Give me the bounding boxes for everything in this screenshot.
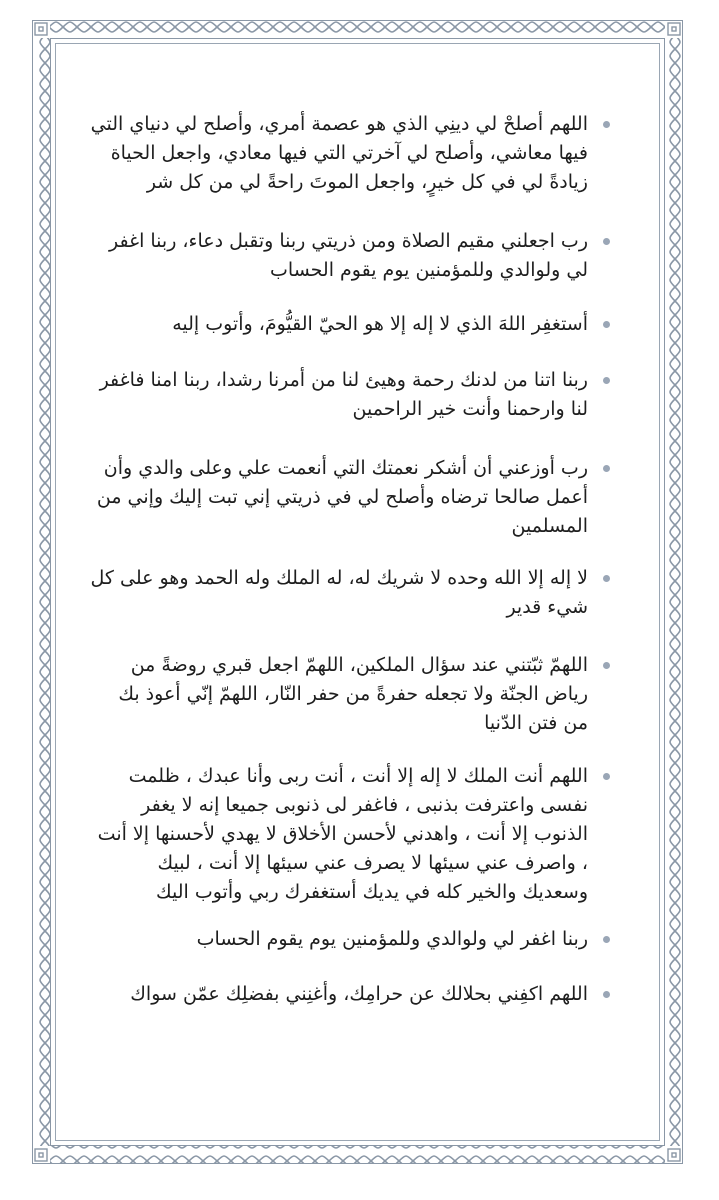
bullet-icon	[603, 773, 610, 780]
supplication-item	[90, 651, 610, 738]
bullet-icon	[603, 238, 610, 245]
supplication-item	[90, 564, 610, 622]
supplication-text: رب اجعلني مقيم الصلاة ومن ذريتي ربنا وتقبل دعاء، ربنا اغفر لي ولوالدي وللمؤمنين يوم يقوم الحساب	[109, 230, 588, 281]
supplication-item	[90, 366, 610, 424]
supplication-text: اللهم أنت الملك لا إله إلا أنت ، أنت ربى وأنا عبدك ، ظلمت نفسى واعترفت بذنبى ، فاغفر لى ذنوبى جميعا إنه لا يغفر الذنوب إلا أنت ، واهدني لأحسن الأخلاق لا يهدي لأحسنها إلا أنت ، واصرف عني سيئها لا يصرف عني سيئها إلا أنت ، لبيك وسعديك والخير كله في يديك أستغفرك ربي وأتوب اليك	[97, 765, 588, 903]
supplication-text: اللهم أصلحْ لي دينِي الذي هو عصمة أمري، وأصلح لي دنياي التي فيها معاشي، وأصلح لي آخرتي التي فيها معادي، واجعل الحياة زيادةً لي في كل خيرٍ، واجعل الموتَ راحةً لي من كل شر	[90, 113, 588, 193]
supplication-item	[90, 227, 610, 285]
bullet-icon	[603, 575, 610, 582]
supplication-item	[90, 925, 610, 954]
bullet-icon	[603, 465, 610, 472]
supplication-item	[90, 980, 610, 1009]
bullet-icon	[603, 377, 610, 384]
supplication-text: رب أوزعني أن أشكر نعمتك التي أنعمت علي وعلى والدي وأن أعمل صالحا ترضاه وأصلح لي في ذريتي إني تبت إليك وإني من المسلمين	[96, 457, 588, 537]
supplication-text: لا إله إلا الله وحده لا شريك له، له الملك وله الحمد وهو على كل شيء قدير	[90, 567, 588, 618]
supplication-text: ربنا اتنا من لدنك رحمة وهيئ لنا من أمرنا رشدا، ربنا امنا فاغفر لنا وارحمنا وأنت خير الراحمين	[99, 369, 588, 420]
supplication-text: اللهم اكفِني بحلالك عن حرامِك، وأغنِني بفضلِك عمّن سواك	[130, 983, 588, 1005]
supplication-item	[90, 454, 610, 541]
supplication-item	[90, 762, 610, 907]
bullet-icon	[603, 321, 610, 328]
bullet-icon	[603, 662, 610, 669]
bullet-icon	[603, 991, 610, 998]
bullet-icon	[603, 936, 610, 943]
bullet-icon	[603, 121, 610, 128]
supplication-text: ربنا اغفر لي ولوالدي وللمؤمنين يوم يقوم الحساب	[196, 928, 588, 950]
supplication-item	[90, 110, 610, 197]
supplication-item	[90, 310, 610, 339]
supplication-text: اللهمّ ثبّتني عند سؤال الملكين، اللهمّ اجعل قبري روضةً من رياض الجنّة ولا تجعله حفرةً من حفر النّار، اللهمّ إنّي أعوذ بك من فتن الدّنيا	[118, 654, 588, 734]
supplication-text: أستغفِر اللهَ الذي لا إله إلا هو الحيّ القيُّومَ، وأتوب إليه	[172, 313, 588, 335]
